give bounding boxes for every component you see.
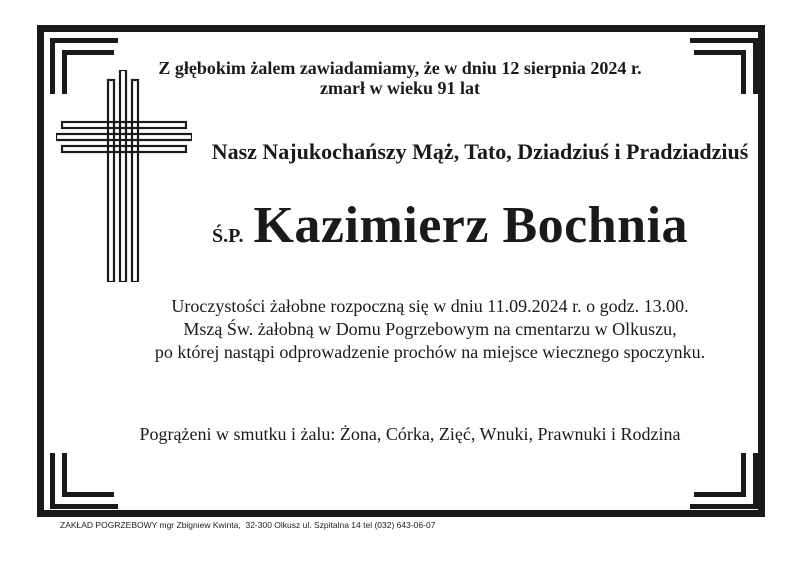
- deceased-name-row: [160, 196, 740, 255]
- name-prefix: Ś.P.: [211, 225, 244, 247]
- intro-line-2: zmarł w wieku 91 lat: [320, 78, 480, 98]
- intro-line-1: Z głębokim żalem zawiadamiamy, że w dniu 12 sierpnia 2024 r.: [158, 58, 642, 78]
- mourners-line: Pogrążeni w smutku i żalu: Żona, Córka, Zięć, Wnuki, Prawnuki i Rodzina: [139, 424, 681, 444]
- corner-ornament-bottom-right-icon: [690, 443, 770, 523]
- corner-ornament-bottom-left-icon: [50, 443, 130, 523]
- ceremony-line-3: po której nastąpi odprowadzenie prochów na miejsce wiecznego spoczynku.: [154, 342, 706, 362]
- relation-line: Nasz Najukochańszy Mąż, Tato, Dziadziuś i Pradziadziuś: [211, 139, 749, 164]
- deceased-name: Kazimierz Bochnia: [253, 197, 689, 254]
- funeral-home-footer: ZAKŁAD POGRZEBOWY mgr Zbigniew Kwinta, 32-300 Olkusz ul. Szpitalna 14 tel (032) 643-06-07: [60, 520, 436, 530]
- ceremony-line-1: Uroczystości żałobne rozpoczną się w dniu 11.09.2024 r. o godz. 13.00.: [171, 296, 689, 316]
- ceremony-line-2: Mszą Św. żałobną w Domu Pogrzebowym na cmentarzu w Olkuszu,: [183, 319, 677, 339]
